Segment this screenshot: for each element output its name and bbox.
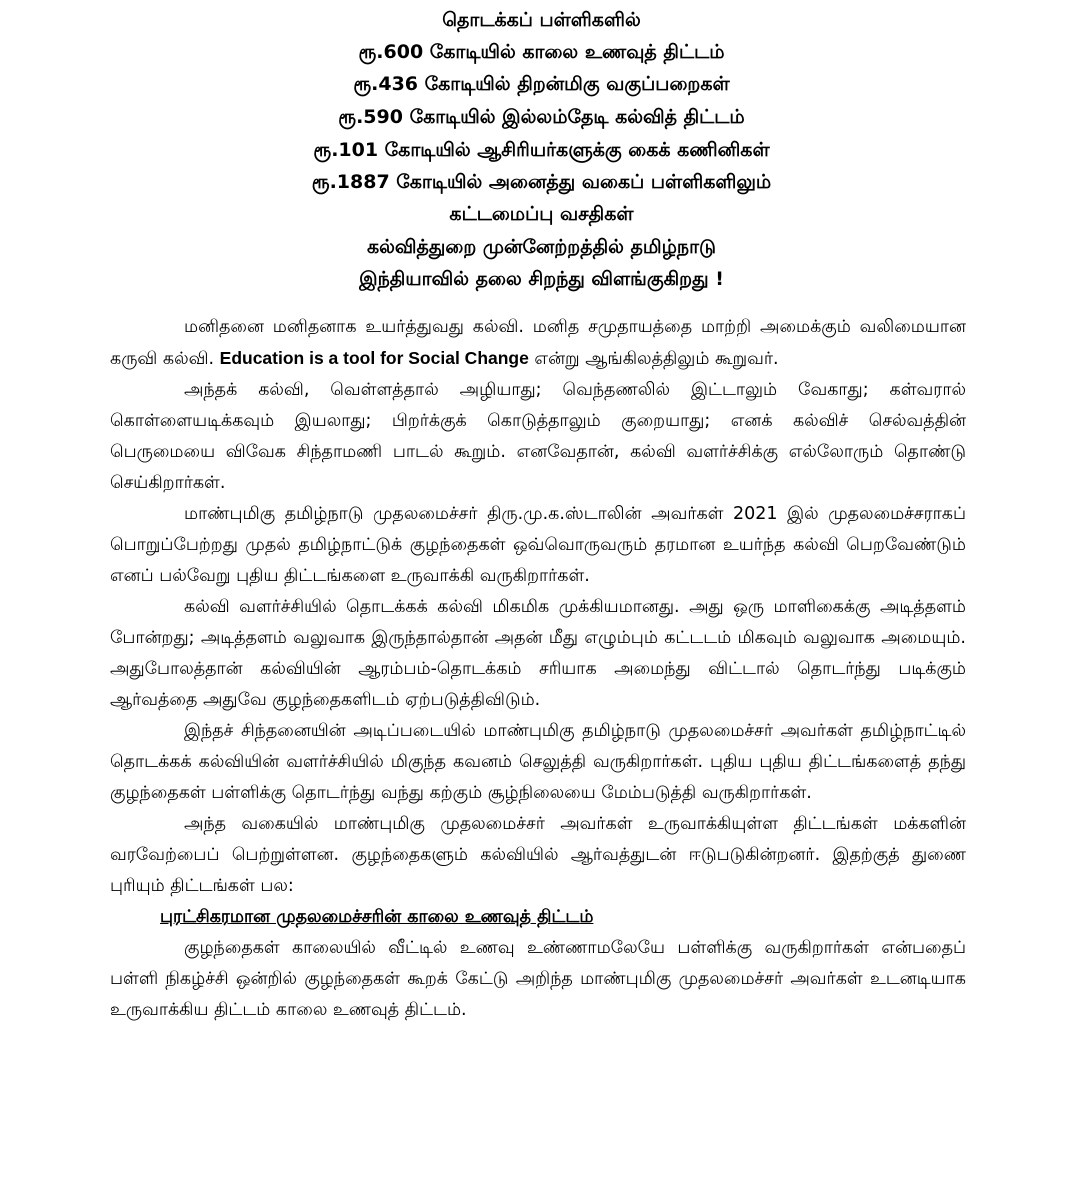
article-body [110,312,966,1026]
section-subheading: புரட்சிகரமான முதலமைச்சரின் காலை உணவுத் திட்டம் [160,907,594,927]
paragraph-1-text-before: மனிதனை மனிதனாக உயர்த்துவது கல்வி. மனித சமுதாயத்தை மாற்றி அமைக்கும் வலிமையான கருவி கல்வி. [110,317,966,369]
headline-line-7: கட்டமைப்பு வசதிகள் [449,203,634,225]
paragraph-3: மாண்புமிகு தமிழ்நாடு முதலமைச்சர் திரு.மு.க.ஸ்டாலின் அவர்கள் 2021 இல் முதலமைச்சராகப் பொறுப்பேற்றது முதல் தமிழ்நாட்டுக் குழந்தைகள் ஒவ்வொருவரும் தரமான உயர்ந்த கல்வி பெறவேண்டும் எனப் பல்வேறு புதிய திட்டங்களை உருவாக்கி வருகிறார்கள். [110,504,966,586]
paragraph-1-text-after: என்று ஆங்கிலத்திலும் கூறுவர். [528,349,779,369]
headline-line-4: ரூ.590 கோடியில் இல்லம்தேடி கல்வித் திட்டம் [338,106,745,128]
paragraph-2: அந்தக் கல்வி, வெள்ளத்தால் அழியாது; வெந்தணலில் இட்டாலும் வேகாது; கள்வரால் கொள்ளையடிக்கவும் இயலாது; பிறர்க்குக் கொடுத்தாலும் குறையாது; எனக் கல்விச் செல்வத்தின் பெருமையை விவேக சிந்தாமணி பாடல் கூறும். எனவேதான், கல்வி வளர்ச்சிக்கு எல்லோரும் தொண்டு செய்கிறார்கள். [110,380,966,493]
paragraph-6: அந்த வகையில் மாண்புமிகு முதலமைச்சர் அவர்கள் உருவாக்கியுள்ள திட்டங்கள் மக்களின் வரவேற்பைப் பெற்றுள்ளன. குழந்தைகளும் கல்வியில் ஆர்வத்துடன் ஈடுபடுகின்றனர். இதற்குத் துணை புரியும் திட்டங்கள் பல: [110,814,966,896]
headline-line-3: ரூ.436 கோடியில் திறன்மிகு வகுப்பறைகள் [353,73,730,95]
headline-line-8: கல்வித்துறை முன்னேற்றத்தில் தமிழ்நாடு [367,236,716,258]
headline-line-6: ரூ.1887 கோடியில் அனைத்து வகைப் பள்ளிகளிலும் [311,171,772,193]
headline-line-1: தொடக்கப் பள்ளிகளில் [442,9,641,31]
english-quote: Education is a tool for Social Change [219,348,529,368]
paragraph-5: இந்தச் சிந்தனையின் அடிப்படையில் மாண்புமிகு தமிழ்நாடு முதலமைச்சர் அவர்கள் தமிழ்நாட்டில் தொடக்கக் கல்வியின் வளர்ச்சியில் மிகுந்த கவனம் செலுத்தி வருகிறார்கள். புதிய புதிய திட்டங்களைத் தந்து குழந்தைகள் பள்ளிக்கு தொடர்ந்து வந்து கற்கும் சூழ்நிலையை மேம்படுத்தி வருகிறார்கள். [110,721,966,803]
headline-line-9: இந்தியாவில் தலை சிறந்து விளங்குகிறது ! [359,268,724,290]
paragraph-4: கல்வி வளர்ச்சியில் தொடக்கக் கல்வி மிகமிக முக்கியமானது. அது ஒரு மாளிகைக்கு அடித்தளம் போன்றது; அடித்தளம் வலுவாக இருந்தால்தான் அதன் மீது எழும்பும் கட்டடம் மிகவும் வலுவாக அமையும். அதுபோலத்தான் கல்வியின் ஆரம்பம்-தொடக்கம் சரியாக அமைந்து விட்டால் தொடர்ந்து படிக்கும் ஆர்வத்தை அதுவே குழந்தைகளிடம் ஏற்படுத்திவிடும். [110,597,966,710]
paragraph-1 [110,312,966,375]
headline-line-5: ரூ.101 கோடியில் ஆசிரியர்களுக்கு கைக் கணினிகள் [313,139,770,161]
paragraph-7: குழந்தைகள் காலையில் வீட்டில் உணவு உண்ணாமலேயே பள்ளிக்கு வருகிறார்கள் என்பதைப் பள்ளி நிகழ்ச்சி ஒன்றில் குழந்தைகள் கூறக் கேட்டு அறிந்த மாண்புமிகு முதலமைச்சர் அவர்கள் உடனடியாக உருவாக்கிய திட்டம் காலை உணவுத் திட்டம். [110,938,966,1020]
headline-line-2: ரூ.600 கோடியில் காலை உணவுத் திட்டம் [358,41,725,63]
